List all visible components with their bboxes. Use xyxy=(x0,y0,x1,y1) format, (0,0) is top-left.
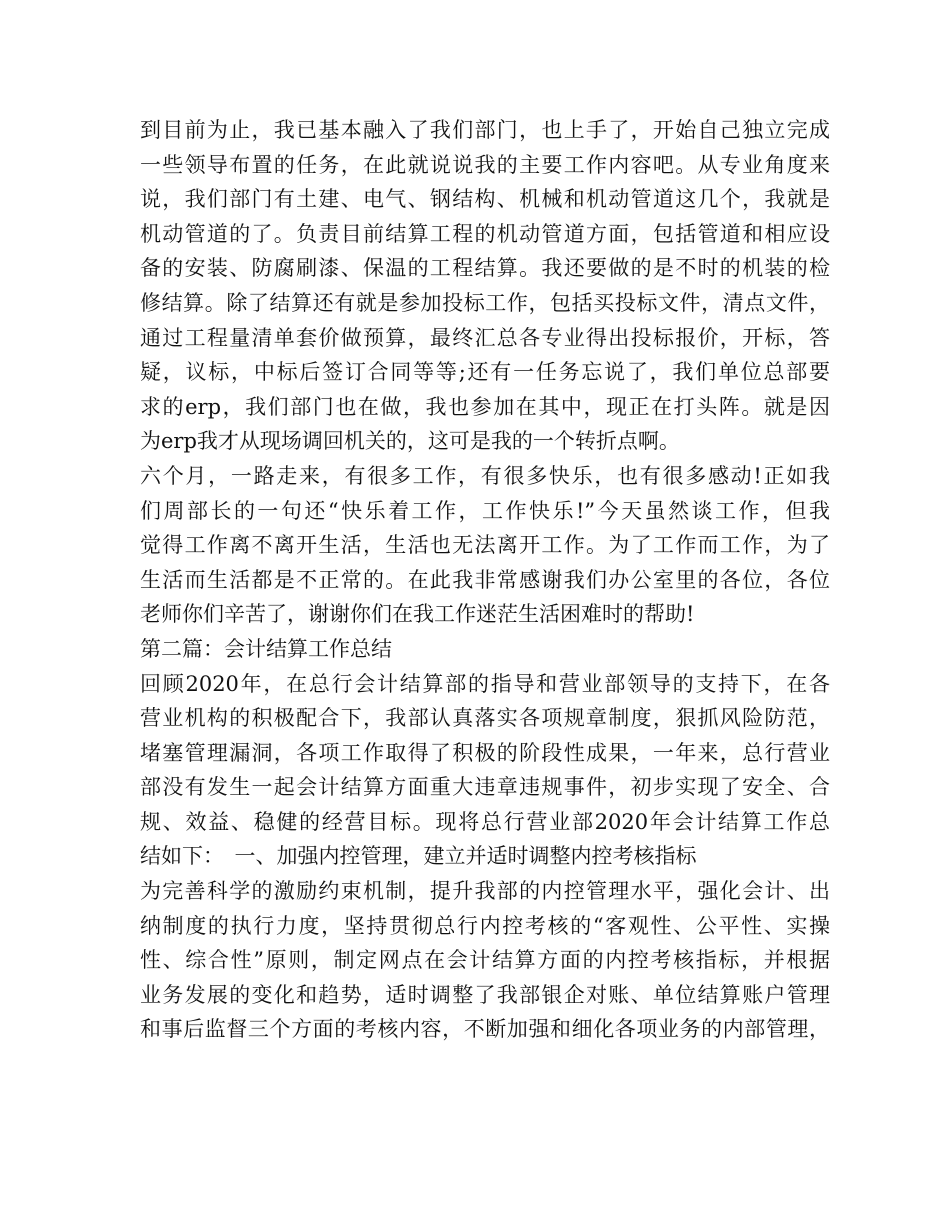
text-line: 性、综合性”原则，制定网点在会计结算方面的内控考核指标，并根据 xyxy=(140,948,830,973)
text-line: 说，我们部门有土建、电气、钢结构、机械和机动管道这几个，我就是 xyxy=(140,187,830,212)
text-line: 生活而生活都是不正常的。在此我非常感谢我们办公室里的各位，各位 xyxy=(140,567,830,592)
document-body xyxy=(140,113,830,1047)
text-line: 修结算。除了结算还有就是参加投标工作，包括买投标文件，清点文件， xyxy=(140,290,830,315)
text-line: 营业机构的积极配合下，我部认真落实各项规章制度，狠抓风险防范， xyxy=(140,706,830,731)
text-line: 堵塞管理漏洞，各项工作取得了积极的阶段性成果，一年来，总行营业 xyxy=(140,740,830,765)
text-line: 纳制度的执行力度，坚持贯彻总行内控考核的“客观性、公平性、实操 xyxy=(140,913,830,938)
section-heading: 第二篇：会计结算工作总结 xyxy=(140,636,392,661)
text-line: 六个月，一路走来，有很多工作，有很多快乐，也有很多感动!正如我 xyxy=(140,463,830,488)
text-line: 求的erp，我们部门也在做，我也参加在其中，现正在打头阵。就是因 xyxy=(140,394,830,419)
text-line: 规、效益、稳健的经营目标。现将总行营业部2020年会计结算工作总 xyxy=(140,809,830,834)
text-line: 为完善科学的激励约束机制，提升我部的内控管理水平，强化会计、出 xyxy=(140,879,830,904)
text-line: 一些领导布置的任务，在此就说说我的主要工作内容吧。从专业角度来 xyxy=(140,152,830,177)
text-line: 为erp我才从现场调回机关的，这可是我的一个转折点啊。 xyxy=(140,429,680,454)
text-line: 和事后监督三个方面的考核内容，不断加强和细化各项业务的内部管理， xyxy=(140,1017,830,1042)
text-line: 觉得工作离不离开生活，生活也无法离开工作。为了工作而工作，为了 xyxy=(140,533,830,558)
text-line: 通过工程量清单套价做预算，最终汇总各专业得出投标报价，开标，答 xyxy=(140,325,830,350)
text-line: 到目前为止，我已基本融入了我们部门，也上手了，开始自己独立完成 xyxy=(140,118,830,142)
text-line: 业务发展的变化和趋势，适时调整了我部银企对账、单位结算账户管理 xyxy=(140,982,830,1007)
text-line: 疑，议标，中标后签订合同等等;还有一任务忘说了，我们单位总部要 xyxy=(140,360,830,385)
text-line: 们周部长的一句还“快乐着工作，工作快乐!”今天虽然谈工作，但我 xyxy=(140,498,830,523)
text-line: 机动管道的了。负责目前结算工程的机动管道方面，包括管道和相应设 xyxy=(140,221,830,246)
text-line: 老师你们辛苦了，谢谢你们在我工作迷茫生活困难时的帮助! xyxy=(140,602,695,627)
text-line: 备的安装、防腐刷漆、保温的工程结算。我还要做的是不时的机装的检 xyxy=(140,256,830,281)
text-line: 部没有发生一起会计结算方面重大违章违规事件，初步实现了安全、合 xyxy=(140,775,830,800)
text-line: 结如下： 一、加强内控管理，建立并适时调整内控考核指标 xyxy=(140,844,697,869)
text-line: 回顾2020年，在总行会计结算部的指导和营业部领导的支持下，在各 xyxy=(140,671,830,696)
